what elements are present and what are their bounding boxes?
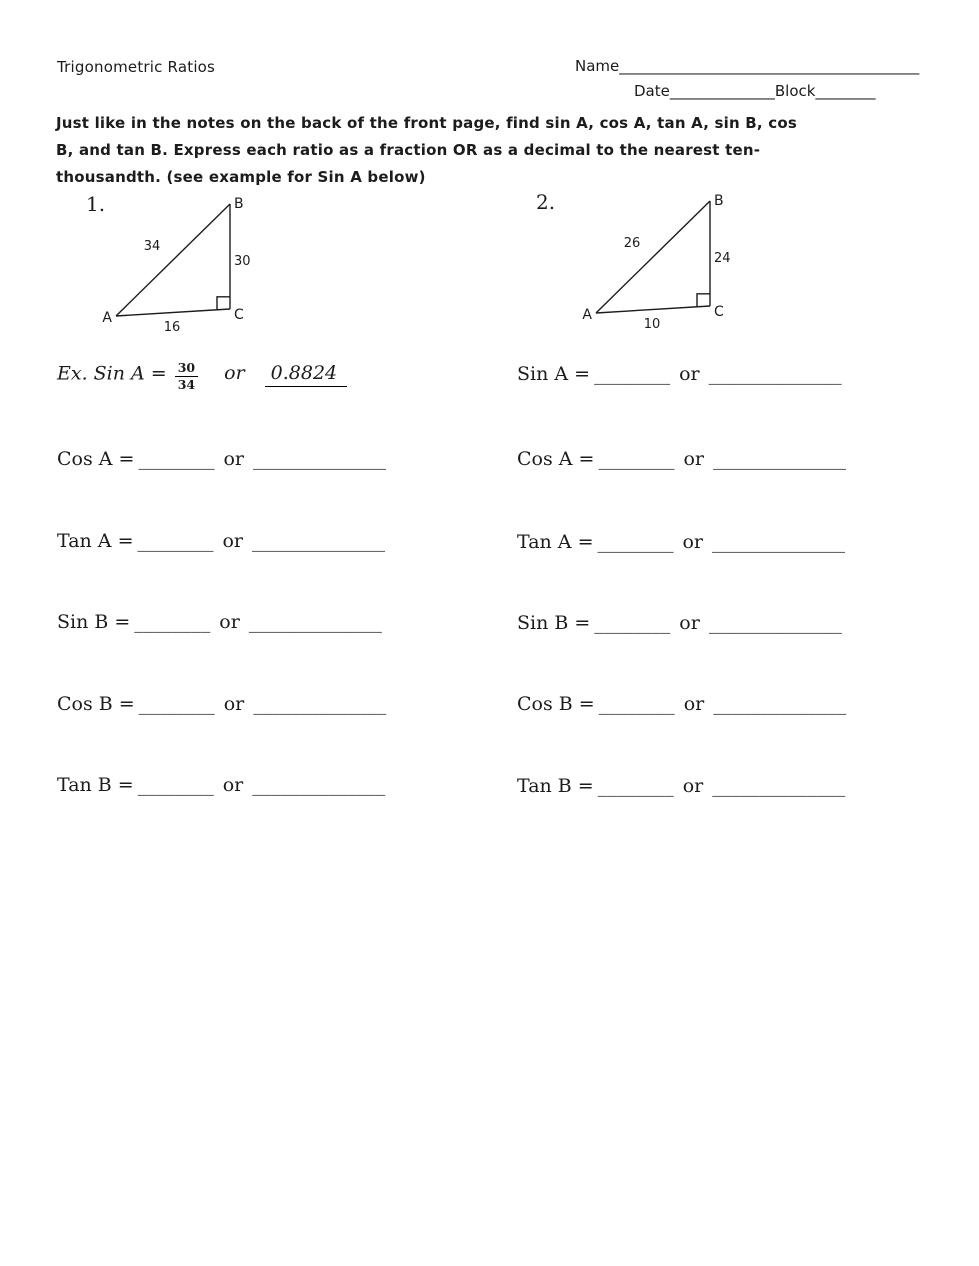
or-text: or bbox=[222, 530, 244, 552]
triangle-2-horizontal-leg-label: 10 bbox=[643, 317, 661, 332]
date-label: Date bbox=[634, 82, 670, 100]
date-line bbox=[634, 82, 875, 100]
ratio-label: Sin B = bbox=[517, 612, 591, 634]
example-or-text: or bbox=[224, 362, 245, 385]
decimal-blank: ______________ bbox=[712, 448, 846, 470]
decimal-blank: ______________ bbox=[252, 530, 386, 552]
ratio-row-sin-b-1 bbox=[57, 611, 382, 633]
fraction-blank: ________ bbox=[594, 363, 671, 385]
example-fraction-numerator: 30 bbox=[175, 361, 198, 377]
fraction-blank: ________ bbox=[137, 530, 214, 552]
decimal-blank: ______________ bbox=[712, 531, 846, 553]
decimal-blank: ______________ bbox=[712, 775, 846, 797]
ratio-row-tan-a-2 bbox=[517, 531, 845, 553]
triangle-2-base-line bbox=[596, 306, 710, 313]
or-text: or bbox=[679, 612, 700, 634]
decimal-blank: ______________ bbox=[708, 363, 842, 385]
problem-1-number: 1. bbox=[86, 192, 106, 216]
fraction-blank: ________ bbox=[134, 611, 211, 633]
fraction-blank: ________ bbox=[137, 774, 214, 796]
or-text: or bbox=[682, 531, 704, 553]
triangle-1-figure bbox=[100, 192, 290, 337]
fraction-blank: ________ bbox=[138, 693, 215, 715]
triangle-1-vertex-a: A bbox=[102, 310, 112, 326]
ratio-row-cos-b-1 bbox=[57, 693, 386, 715]
fraction-blank: ________ bbox=[594, 612, 671, 634]
ratio-label: Cos A = bbox=[517, 448, 595, 470]
example-fraction-denominator: 34 bbox=[177, 377, 196, 393]
instructions-line-2: B, and tan B. Express each ratio as a fraction OR as a decimal to the nearest ten- bbox=[56, 141, 761, 159]
or-text: or bbox=[219, 611, 240, 633]
triangle-1-hypotenuse-label: 34 bbox=[143, 239, 161, 254]
decimal-blank: ______________ bbox=[708, 612, 842, 634]
ratio-row-cos-a-1 bbox=[57, 448, 386, 470]
ratio-label: Tan A = bbox=[517, 531, 594, 553]
fraction-blank: ________ bbox=[138, 448, 215, 470]
or-text: or bbox=[222, 774, 244, 796]
fraction-blank: ________ bbox=[598, 448, 675, 470]
triangle-2-vertical-leg-label: 24 bbox=[714, 251, 731, 266]
example-decimal-value: 0.8824 bbox=[265, 362, 347, 387]
block-blank: ________ bbox=[815, 82, 876, 100]
triangle-1-right-angle-mark bbox=[217, 297, 230, 310]
ratio-row-sin-a-2 bbox=[517, 363, 842, 385]
ratio-row-tan-b-1 bbox=[57, 774, 385, 796]
ratio-row-sin-b-2 bbox=[517, 612, 842, 634]
name-blank: ________________________________________ bbox=[619, 57, 920, 75]
triangle-1-base-line bbox=[116, 309, 230, 316]
block-label: Block bbox=[774, 82, 816, 100]
fraction-blank: ________ bbox=[598, 693, 675, 715]
ratio-label: Tan B = bbox=[57, 774, 134, 796]
triangle-2-vertex-b: B bbox=[714, 193, 724, 209]
instructions bbox=[56, 110, 926, 191]
triangle-1-vertex-b: B bbox=[234, 196, 244, 212]
ratio-row-tan-b-2 bbox=[517, 775, 845, 797]
ratio-row-cos-a-2 bbox=[517, 448, 846, 470]
triangle-2-figure bbox=[580, 189, 770, 334]
ratio-label: Cos B = bbox=[57, 693, 135, 715]
or-text: or bbox=[679, 363, 700, 385]
decimal-blank: ______________ bbox=[252, 448, 386, 470]
name-line bbox=[575, 57, 919, 75]
or-text: or bbox=[683, 448, 704, 470]
or-text: or bbox=[223, 448, 244, 470]
ratio-row-cos-b-2 bbox=[517, 693, 846, 715]
or-text: or bbox=[682, 775, 704, 797]
ratio-label: Cos B = bbox=[517, 693, 595, 715]
ratio-label: Tan B = bbox=[517, 775, 594, 797]
example-row bbox=[57, 361, 347, 393]
example-fraction bbox=[175, 361, 198, 393]
ratio-label: Sin B = bbox=[57, 611, 131, 633]
triangle-2-vertex-c: C bbox=[714, 304, 724, 320]
triangle-2-vertex-a: A bbox=[582, 307, 592, 323]
page-title: Trigonometric Ratios bbox=[57, 58, 216, 76]
triangle-1-hypotenuse-line bbox=[116, 204, 230, 316]
fraction-blank: ________ bbox=[597, 531, 674, 553]
name-label: Name bbox=[575, 57, 620, 75]
ratio-label: Cos A = bbox=[57, 448, 135, 470]
fraction-blank: ________ bbox=[597, 775, 674, 797]
instructions-line-3: thousandth. (see example for Sin A below) bbox=[56, 168, 426, 186]
example-label: Ex. Sin A = bbox=[57, 362, 167, 385]
triangle-2-hypotenuse-label: 26 bbox=[623, 236, 641, 251]
triangle-2-hypotenuse-line bbox=[596, 201, 710, 313]
instructions-line-1: Just like in the notes on the back of the front page, find sin A, cos A, tan A, sin B, cos bbox=[56, 114, 797, 132]
decimal-blank: ______________ bbox=[713, 693, 847, 715]
decimal-blank: ______________ bbox=[253, 693, 387, 715]
or-text: or bbox=[683, 693, 705, 715]
triangle-1-vertical-leg-label: 30 bbox=[234, 254, 251, 269]
decimal-blank: ______________ bbox=[252, 774, 386, 796]
decimal-blank: ______________ bbox=[248, 611, 382, 633]
date-blank: ______________ bbox=[669, 82, 775, 100]
ratio-label: Sin A = bbox=[517, 363, 591, 385]
problem-2-number: 2. bbox=[536, 190, 556, 214]
triangle-2-right-angle-mark bbox=[697, 294, 710, 307]
triangle-1-vertex-c: C bbox=[234, 307, 244, 323]
ratio-row-tan-a-1 bbox=[57, 530, 385, 552]
ratio-label: Tan A = bbox=[57, 530, 134, 552]
triangle-1-horizontal-leg-label: 16 bbox=[163, 320, 181, 335]
or-text: or bbox=[223, 693, 245, 715]
